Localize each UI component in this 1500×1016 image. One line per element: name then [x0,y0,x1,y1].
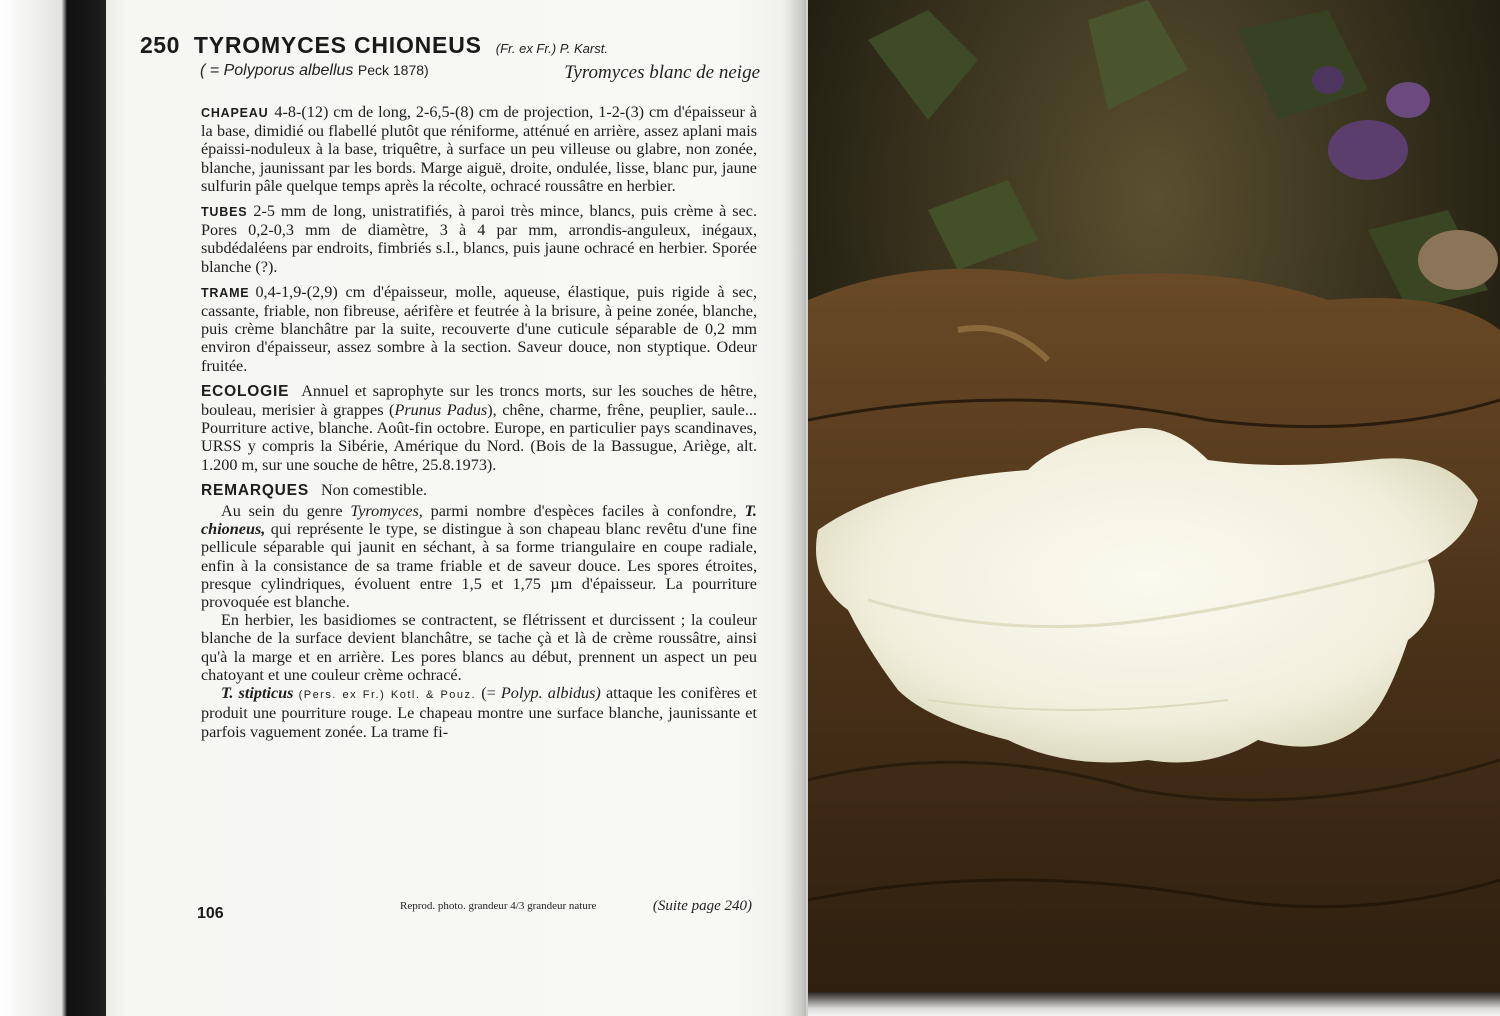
photo-illustration [808,0,1500,992]
p1-text-b: parmi nombre d'espèces faciles à confondre, [422,502,745,521]
p3-species: T. stipticus [221,684,294,703]
remarques-text: Non comestible. [320,480,428,499]
remarques-paragraph-3 [201,684,757,741]
ecologie-label: ECOLOGIE [201,382,290,400]
p1-text-c: qui représente le type, se distingue à son chapeau blanc revêtu d'une fine pellicule séparable qui jaunit en séchant, à sa forme triangulaire en coupe radiale, enfin à la consistance de sa trame friable et de saveur douce. Les spores étroites, presque cylindriques, évoluent entre 1,5 et 1,75 µm d'épaisseur. La pourriture provoquée est blanche. [201,520,757,612]
chapeau-label: CHAPEAU [201,106,269,120]
chapeau-section [201,103,757,195]
mushroom-photo [808,0,1500,992]
p3-author: (Pers. ex Fr.) Kotl. & Pouz. [298,689,477,702]
p1-species: T. chioneus, [201,502,757,539]
ecologie-text-b: ), chêne, charme, frêne, peuplier, saule... Pourriture active, blanche. Août-fin octobre. Europe, en particulier pays scandinaves, URSS y compris la Sibérie, Amérique du Nord. (Bois de la Bassugue, Ariège, alt. 1.200 m, sur une souche de hêtre, 25.8.1973). [201,401,757,474]
species-author: (Fr. ex Fr.) P. Karst. [495,41,608,56]
p1-text-a: Au sein du genre [221,502,351,521]
page-bottom-edge [808,992,1500,1016]
remarques-paragraph-2: En herbier, les basidiomes se contractent, se flétrissent et durcissent ; la couleur blanche de la surface devient blanchâtre, se tache çà et là de crème roussâtre, ainsi qu'à la marge et en arrière. Les pores blancs au début, prennent un aspect un peu chatoyant et une couleur crème ochracé. [201,611,757,684]
p1-genus: Tyromyces, [350,502,423,521]
ecologie-text-a: Annuel et saprophyte sur les troncs morts, sur les souches de hêtre, bouleau, merisier à grappes ( [201,381,757,420]
trame-label: TRAME [201,285,250,300]
ecologie-section [201,382,757,474]
tubes-section [201,202,757,276]
page-number: 106 [197,905,224,922]
trame-text: 0,4-1,9-(2,9) cm d'épaisseur, molle, aqueuse, élastique, puis rigide à sec, cassante, friable, non fibreuse, aérifère et feutrée à la brisure, à peine zonée, blanche, puis crème blanchâtre par la suite, recouverte d'une cuticule séparable de 0,2 mm environ d'épaisseur, assez sombre à la section. Saveur douce, non styptique. Odeur fruitée. [201,282,757,375]
remarques-section [201,481,757,500]
ecologie-species: Prunus Padus [394,401,488,420]
p3-text-b: attaque les conifères et produit une pourriture rouge. Le chapeau montre une surface blanche, jaunissante et parfois vaguement zonée. La trame fi- [201,684,757,741]
synonym-name: ( = Polyporus albellus [200,62,354,79]
species-name: TYROMYCES CHIONEUS [193,32,482,58]
continued-note: (Suite page 240) [652,898,752,914]
p3-synonym: Polyp. albidus) [500,684,601,703]
trame-section [201,283,757,375]
description-body [201,103,757,741]
synonym-row [200,62,760,86]
remarques-label: REMARQUES [201,481,309,499]
tubes-label: TUBES [201,205,248,220]
tubes-text: 2-5 mm de long, unistratifiés, à paroi très mince, blancs, puis crème à sec. Pores 0,2-0,3 mm de diamètre, 3 à 4 par mm, arrondis-anguleux, inégaux, subdédaléens par endroits, fimbriés s.l., blancs, puis jaune ochracé en herbier. Sporée blanche (?). [201,202,757,276]
remarques-paragraph-1 [201,502,757,611]
synonym [200,62,429,79]
chapeau-text: 4-8-(12) cm de long, 2-6,5-(8) cm de projection, 1-2-(3) cm d'épaisseur à la base, dimidié ou flabellé plutôt que réniforme, atténué en arrière, assez aplani mais épaissi-noduleux à la base, triquêtre, à surface un peu villeuse ou glabre, non zonée, blanche, jaunissant par les bords. Marge aiguë, droite, ondulée, lisse, blanc pur, jaune sulfurin pâle quelque temps après la récolte, ochracé roussâtre en herbier. [201,103,757,195]
scanner-margin [0,0,62,1016]
common-name: Tyromyces blanc de neige [564,62,760,83]
species-title [140,32,780,62]
photo-caption: Reprod. photo. grandeur 4/3 grandeur nature [400,900,597,912]
synonym-author: Peck 1878) [357,62,429,78]
species-number: 250 [140,32,180,58]
p3-text-a: (= [476,684,501,703]
